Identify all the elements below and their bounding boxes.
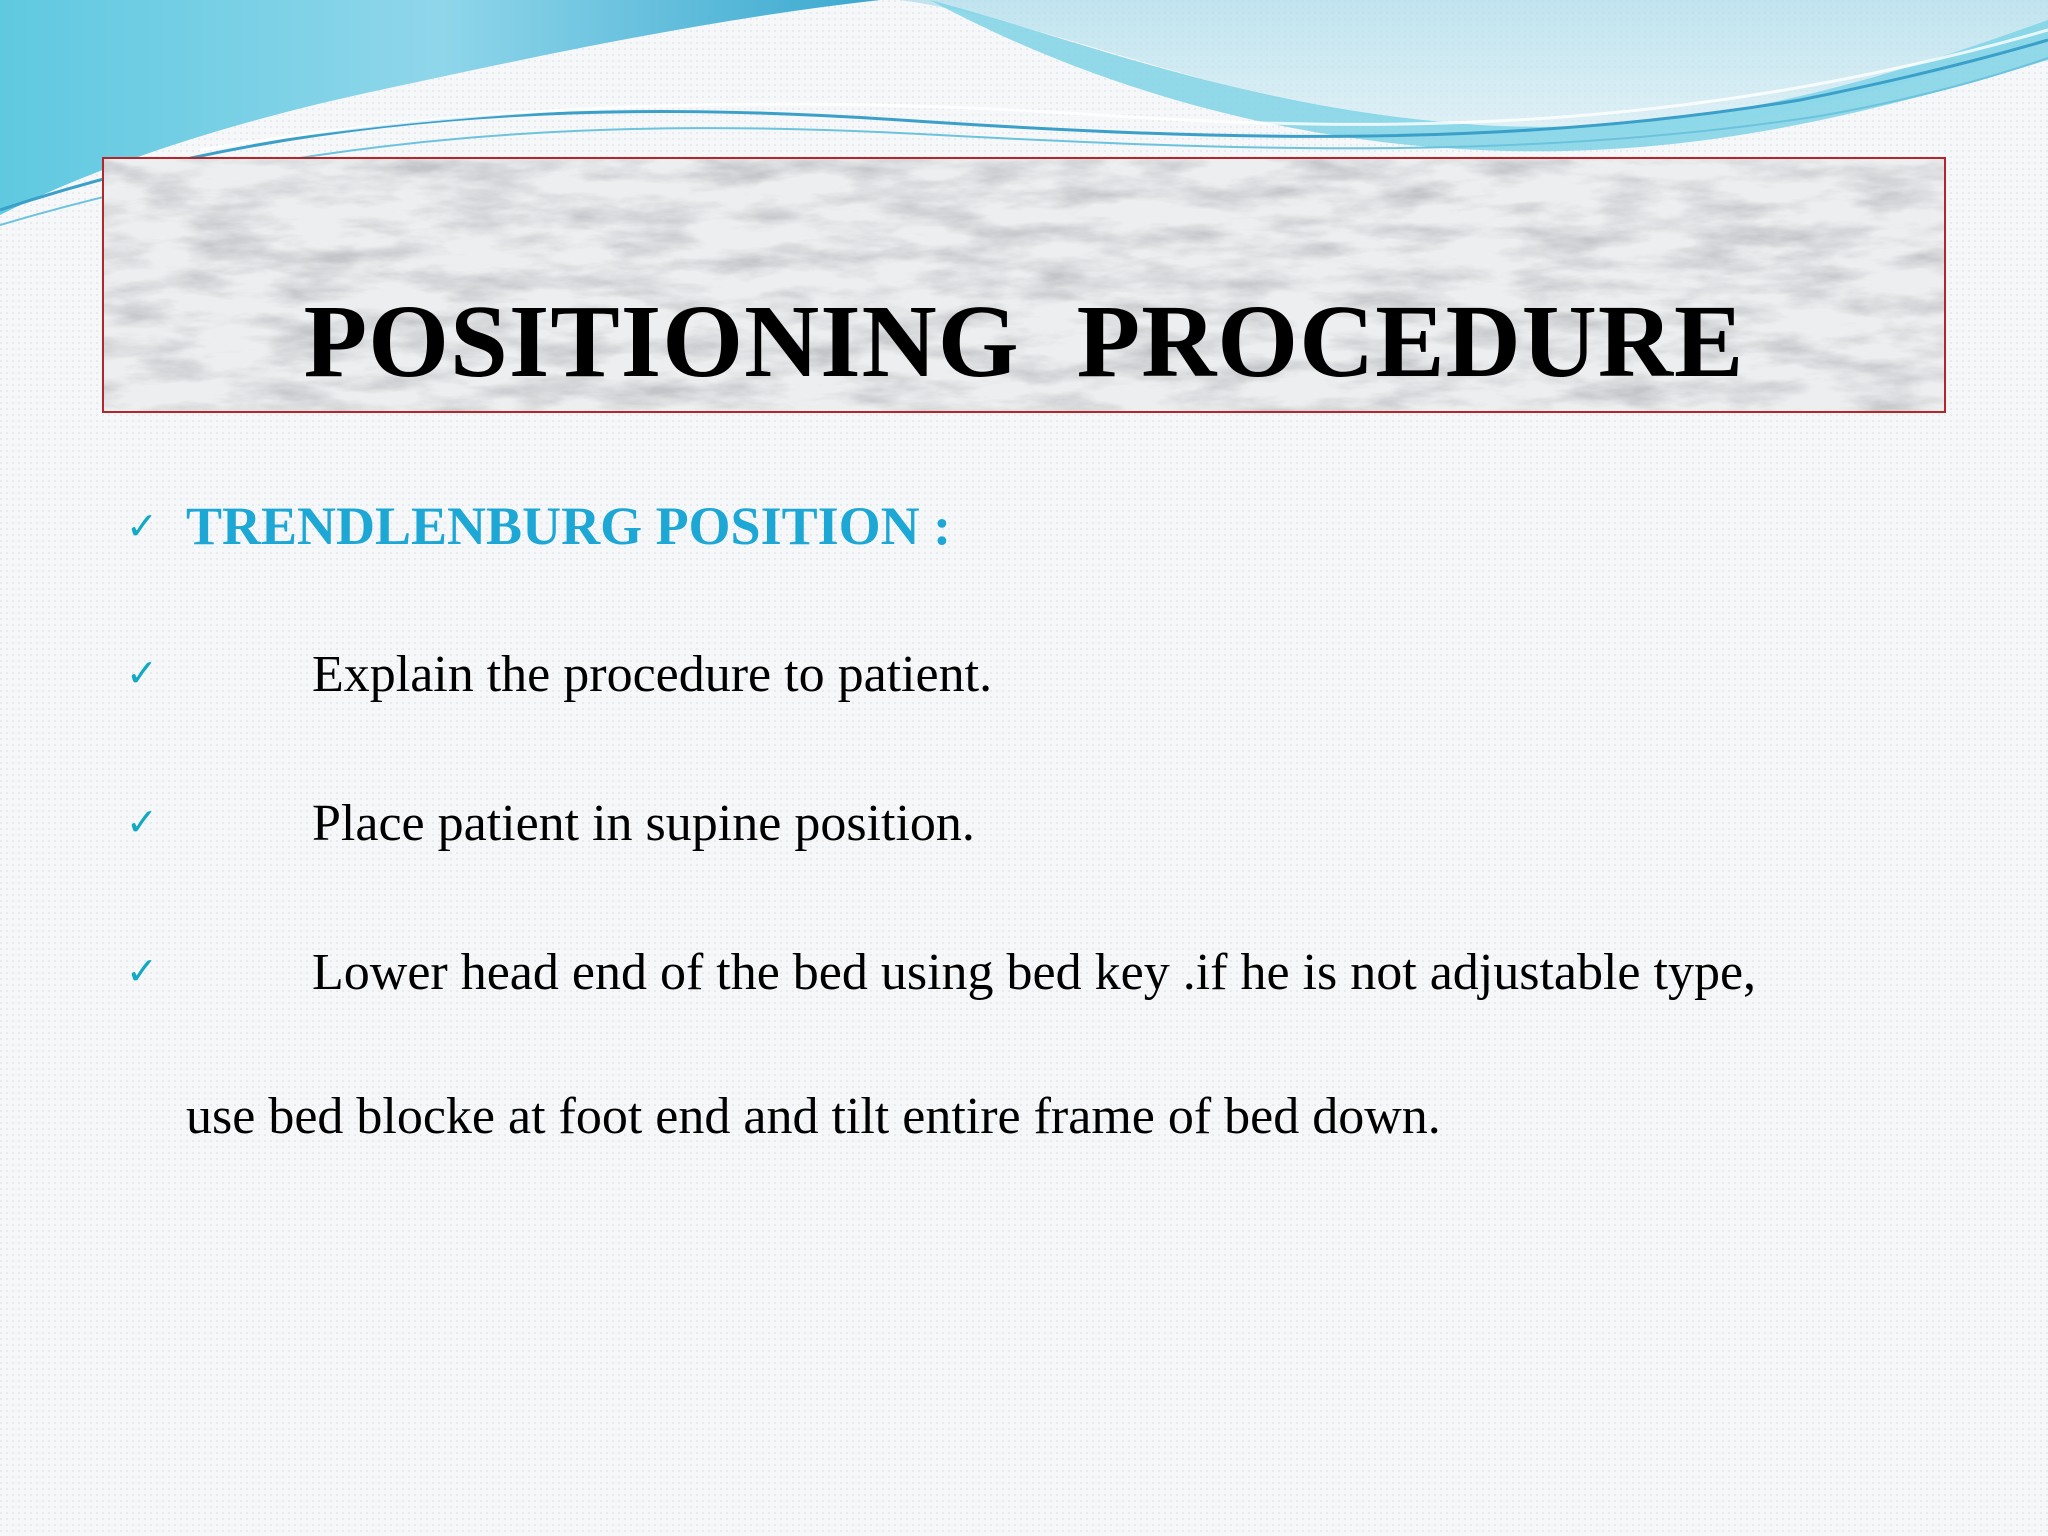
list-item-continuation: use bed blocke at foot end and tilt entire frame of bed down. <box>186 1088 1441 1145</box>
list-item: Lower head end of the bed using bed key .if he is not adjustable type, <box>312 944 1757 1001</box>
check-icon: ✓ <box>126 800 158 844</box>
list-item: Place patient in supine position. <box>312 795 975 852</box>
check-icon: ✓ <box>126 651 158 695</box>
section-heading: TRENDLENBURG POSITION : <box>186 496 952 556</box>
check-icon: ✓ <box>126 504 158 548</box>
check-icon: ✓ <box>126 949 158 993</box>
page-title: POSITIONING PROCEDURE <box>303 284 1745 399</box>
list-item: Explain the procedure to patient. <box>312 646 993 703</box>
